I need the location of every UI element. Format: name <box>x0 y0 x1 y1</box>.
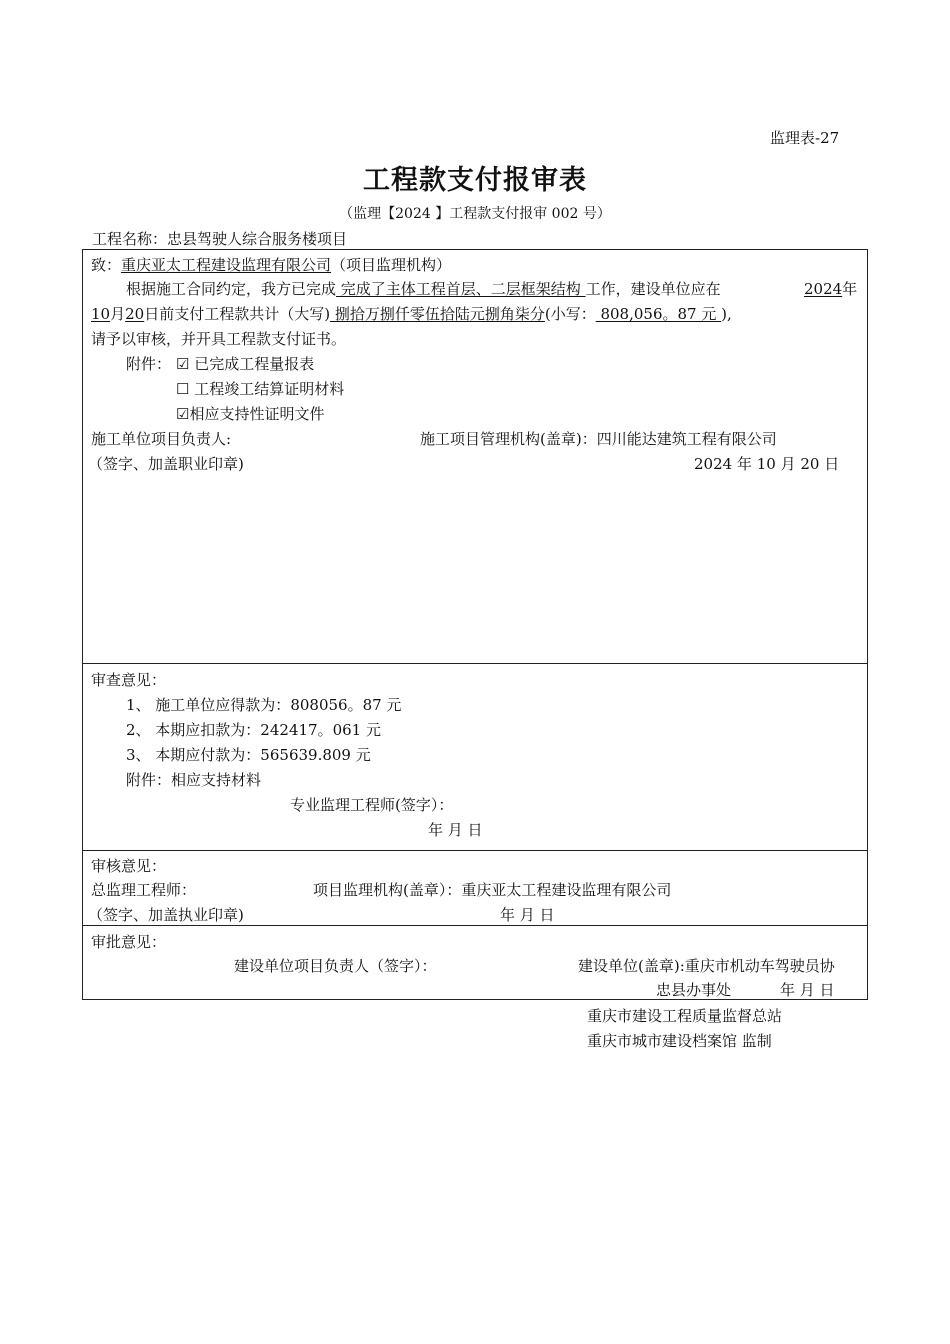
attachment-item-1: ☑ 已完成工程量报表 <box>176 355 315 373</box>
review-item-1: 1、 施工单位应得款为：808056。87 元 <box>126 696 402 714</box>
audit-date: 年 月 日 <box>500 906 555 924</box>
contractor-sign-note: （签字、加盖职业印章) <box>88 455 244 473</box>
divider-approval <box>82 925 868 926</box>
addressee-company: 重庆亚太工程建设监理有限公司 <box>121 256 332 274</box>
contractor-org: 施工项目管理机构(盖章)：四川能达建筑工程有限公司 <box>420 430 777 448</box>
addressee-line <box>91 254 451 275</box>
audit-heading: 审核意见： <box>91 857 167 875</box>
month-unit: 月 <box>110 305 126 323</box>
contractor-manager-label: 施工单位项目负责人: <box>91 430 232 448</box>
amount-uppercase: 捌拾万捌仟零伍拾陆元捌角柒分 <box>330 305 545 323</box>
review-date: 年 月 日 <box>428 821 483 839</box>
footer-issuer-2: 重庆市城市建设档案馆 监制 <box>587 1032 772 1050</box>
attachments-label: 附件： <box>126 355 172 373</box>
review-heading: 审查意见： <box>91 671 167 689</box>
attachment-item-3: ☑相应支持性证明文件 <box>176 405 325 423</box>
project-label: 工程名称： <box>92 230 168 248</box>
amount-end: ), <box>721 305 732 323</box>
page-title: 工程款支付报审表 <box>363 165 587 196</box>
engineer-sign-label: 专业监理工程师(签字）： <box>290 796 454 814</box>
divider-review <box>82 663 868 664</box>
owner-org: 建设单位(盖章):重庆市机动车驾驶员协 <box>578 957 835 975</box>
project-value: 忠县驾驶人综合服务楼项目 <box>167 230 348 248</box>
request-line-3: 请予以审核，并开具工程款支付证书。 <box>91 330 347 348</box>
request-line-2 <box>91 303 732 324</box>
completed-work: 完成了主体工程首层、二层框架结构 <box>336 280 586 298</box>
owner-manager-label: 建设单位项目负责人（签字）： <box>234 957 437 975</box>
review-item-3: 3、 本期应付款为：565639.809 元 <box>126 746 371 764</box>
request-prefix: 根据施工合同约定，我方已完成 <box>126 280 337 298</box>
payment-month: 10 <box>91 305 111 323</box>
review-attachment: 附件：相应支持材料 <box>126 771 262 789</box>
approval-heading: 审批意见： <box>91 933 167 951</box>
doc-number: （监理【2024 】工程款支付报审 002 号） <box>339 206 611 222</box>
footer-issuer-1: 重庆市建设工程质量监督总站 <box>587 1007 783 1025</box>
request-mid: 工作，建设单位应在 <box>585 280 721 298</box>
supervision-org: 项目监理机构(盖章）：重庆亚太工程建设监理有限公司 <box>313 881 672 899</box>
amount-label: 日前支付工程款共计（大写) <box>144 305 331 323</box>
divider-audit <box>82 850 868 851</box>
payment-day: 20 <box>125 305 145 323</box>
project-name <box>92 228 347 249</box>
addressee-prefix: 致： <box>91 256 122 274</box>
contractor-date: 2024 年 10 月 20 日 <box>694 455 840 473</box>
payment-year-value: 2024 <box>804 280 843 298</box>
form-code: 监理表-27 <box>770 129 840 147</box>
audit-sign-note: （签字、加盖执业印章) <box>88 906 244 924</box>
review-item-2: 2、 本期应扣款为：242417。061 元 <box>126 721 381 739</box>
owner-org-cont: 忠县办事处 <box>656 981 732 999</box>
attachment-item-2: ☐ 工程竣工结算证明材料 <box>176 380 345 398</box>
chief-engineer-label: 总监理工程师： <box>91 881 197 899</box>
payment-year-unit: 年 <box>842 280 858 298</box>
payment-year <box>804 278 857 299</box>
approval-date: 年 月 日 <box>780 981 835 999</box>
amount-small-label: (小写： <box>544 305 596 323</box>
amount-small-value: 808,056。87 元 <box>595 305 722 323</box>
addressee-suffix: （项目监理机构） <box>331 256 452 274</box>
request-line-1 <box>126 278 721 299</box>
